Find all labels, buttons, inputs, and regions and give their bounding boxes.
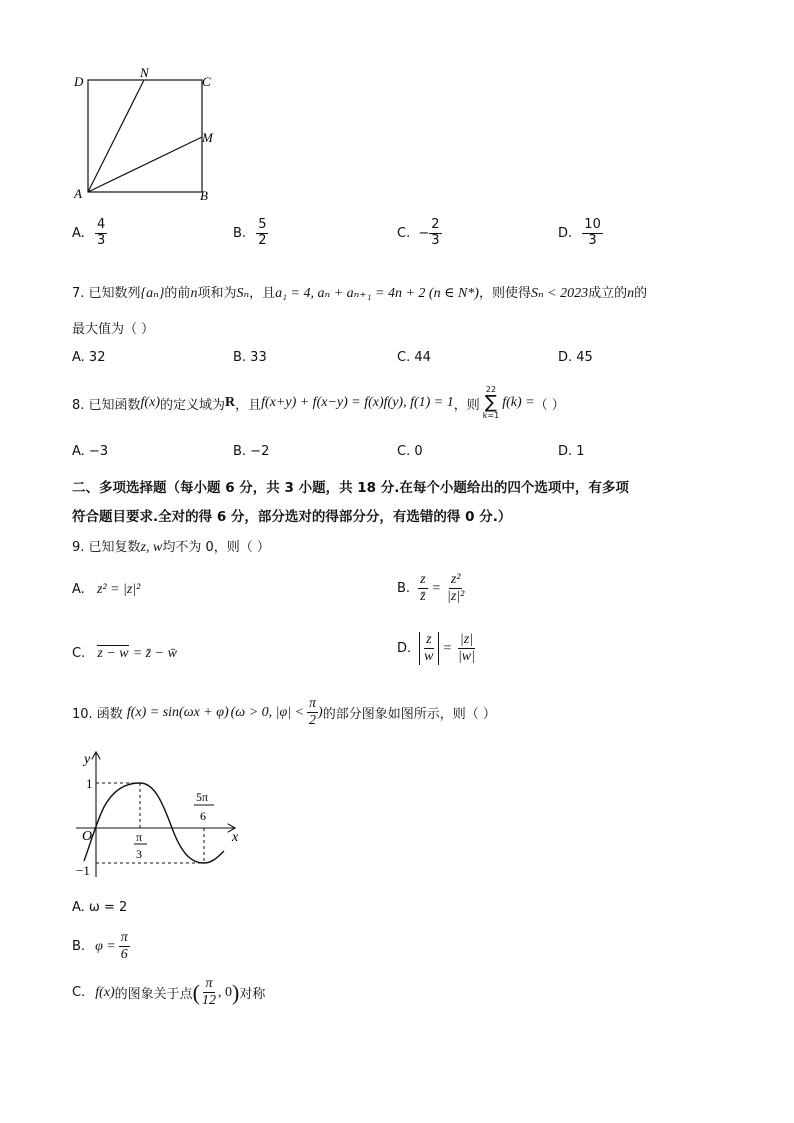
q9-option-c: C. z − w = z̄ − w̄ (72, 646, 177, 661)
q7-option-b: B. 33 (233, 350, 267, 365)
q7-option-d: D. 45 (558, 350, 593, 365)
q7-option-c: C. 44 (397, 350, 431, 365)
label-C: C (202, 74, 211, 89)
q6-option-b: B. $\frac{5}{2}$ (233, 217, 267, 248)
q10-stem: 10. 函数 f(x) = sin(ωx + φ) (ω > 0, |φ| < $\frac{\pi}{2}$ ) 的部分图象如图所示，则（ ） (72, 696, 496, 729)
q8-option-b: B. −2 (233, 444, 270, 459)
graph-pi3-num: π (136, 830, 143, 844)
label-M: M (202, 130, 213, 145)
section-2-heading-line1: 二、多项选择题（每小题 6 分，共 3 小题，共 18 分.在每个小题给出的四个选项中，有多项 (72, 480, 629, 496)
q8-option-c: C. 0 (397, 444, 423, 459)
q8-option-a: A. −3 (72, 444, 109, 459)
q6-option-d: D. $\frac{10}{3}$ (558, 217, 601, 248)
section-2-heading-line2: 符合题目要求.全对的得 6 分，部分选对的得部分分，有选错的得 0 分.） (72, 509, 512, 525)
q9-option-b: B. $\frac{z}{z̄}$ = $\frac{\text{z²}}{\text{|z|²}}$ (397, 572, 465, 605)
q9-option-a: A. z² = |z|² (72, 582, 141, 597)
graph-x-label: x (232, 830, 239, 845)
square-figure (60, 60, 230, 205)
q8-option-d: D. 1 (558, 444, 585, 459)
q10-sine-graph (70, 745, 250, 885)
sum-symbol: 22 ∑ k=1 (482, 385, 500, 420)
q10-option-a: A. ω = 2 (72, 900, 128, 915)
label-B: B (200, 188, 208, 203)
q7-stem-line2: 最大值为（ ） (72, 322, 155, 337)
graph-neg-one-label: −1 (76, 863, 90, 878)
label-D: D (74, 74, 84, 89)
q6-option-c: C. − $\frac{2}{3}$ (397, 217, 440, 248)
graph-5pi6-num: 5π (196, 790, 209, 804)
q8-stem: 8. 已知函数 f(x) 的定义域为 R ，且 f(x+y) + f(x−y) = f(x)f(y), f(1) = 1 ，则 22 ∑ k=1 f(k) = （ ） (72, 385, 565, 420)
q9-stem: 9. 已知复数z, w均不为 0，则（ ） (72, 540, 270, 555)
q7-stem-line1: 7. 已知数列{aₙ}的前n项和为Sₙ，且a₁ = 4, aₙ + aₙ₊₁ = 4n + 2 (n ∈ N*)，则使得Sₙ < 2023成立的n的 (72, 286, 648, 301)
q10-option-b: B. φ = $\frac{\pi}{6}$ (72, 930, 128, 963)
q6-option-a: A. $\frac{4}{3}$ (72, 217, 106, 248)
graph-one-label: 1 (86, 776, 93, 791)
q10-option-c: C. f(x) 的图象关于点 ( $\frac{\pi}{12}$ , 0 ) 对称 (72, 976, 266, 1009)
q7-option-a: A. 32 (72, 350, 106, 365)
label-N: N (140, 65, 149, 80)
graph-origin-label: O (82, 829, 93, 844)
graph-5pi6-den: 6 (200, 809, 206, 823)
graph-y-label: y (84, 752, 91, 767)
q9-option-d: D. $\frac{z}{w}$ = $\frac{|z|}{|w|}$ (397, 632, 475, 665)
graph-pi3-den: 3 (136, 847, 142, 861)
label-A: A (74, 186, 82, 201)
